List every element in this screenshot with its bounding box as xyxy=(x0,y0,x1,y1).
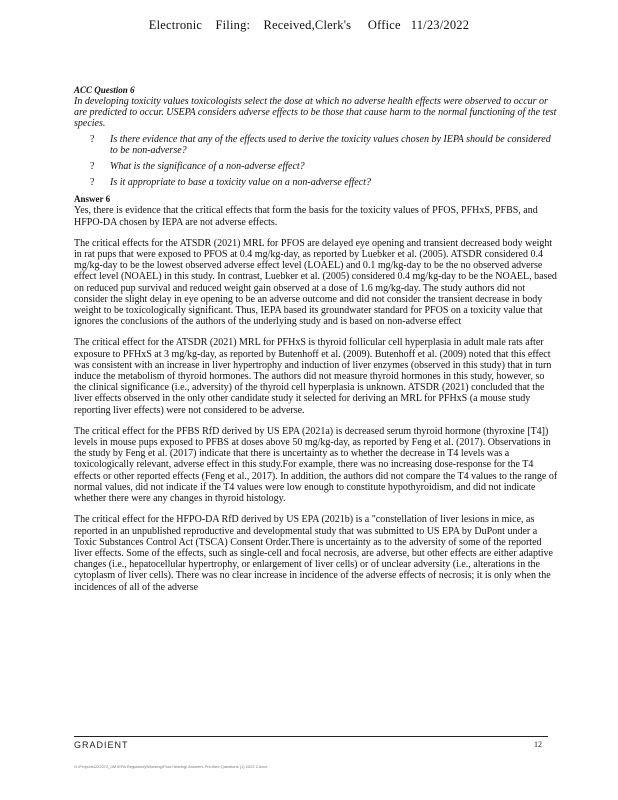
question-bullet xyxy=(74,177,558,188)
bullet-mark: ? xyxy=(90,177,95,189)
company-logo: GRADIENT xyxy=(74,740,129,750)
page-number: 12 xyxy=(534,740,542,749)
bullet-mark: ? xyxy=(90,161,95,173)
question-bullet-list xyxy=(74,134,558,189)
bullet-text: Is it appropriate to base a toxicity value on a non-adverse effect? xyxy=(110,177,371,189)
answer-label: Answer 6 xyxy=(74,194,111,205)
question-label: ACC Question 6 xyxy=(74,85,135,95)
file-path: G:\Projects\222072_3M IEPA Regulatory\Working\Post Hearing\ Answers Pre-filed Questions (1) 2022 2.docx xyxy=(74,764,268,769)
answer-paragraph: Yes, there is evidence that the critical effects that form the basis for the toxicity values of PFOS, PFHxS, PFBS, and HFPO-DA chosen by IEPA are not adverse effects. xyxy=(74,205,538,228)
answer-paragraph: The critical effect for the HFPO-DA RfD derived by US EPA (2021b) is a "constellation of liver lesions in mice, as reported in an unpublished reproductive and developmental study that was submitted to US EPA by DuPont under a Toxic Substances Control Act (TSCA) Consent Order.There is uncertainty as to the adversity of some of the reported liver effects. Some of the effects, such as single-cell and focal necrosis, are adverse, but other effects are either adaptive changes (i.e., hepatocellular hypertrophy, or enlargement of liver cells) or of unclear adversity (i.e., alterations in the cytoplasm of liver cells). There was no clear increase in incidence of the adverse effects of necrosis; it is only when the incidences of all of the adverse xyxy=(74,514,553,593)
document-body xyxy=(74,84,558,603)
bullet-mark: ? xyxy=(90,133,95,145)
question-bullet xyxy=(74,161,558,172)
bullet-text: Is there evidence that any of the effects used to derive the toxicity values chosen by IEPA should be considered to be non-adverse? xyxy=(110,133,551,156)
question-text: In developing toxicity values toxicologists select the dose at which no adverse health effects were observed to occur or are predicted to occur. USEPA considers adverse effects to be those that cause harm to the normal functioning of the test species. xyxy=(74,96,557,130)
answer-paragraph: The critical effect for the ATSDR (2021) MRL for PFHxS is thyroid follicular cell hyperplasia in adult male rats after exposure to PFHxS at 3 mg/kg-day, as reported by Butenhoff et al. (2009). Butenhoff et al. (2009) noted that this effect was consistent with an increase in liver hypertrophy and induction of liver enzymes (observed in this study) that in turn induce the metabolism of thyroid hormones. The authors did not measure thyroid hormones in this study, however, so the clinical significance (i.e., adversity) of the thyroid cell hyperplasia is unknown. ATSDR (2021) concluded that the liver effects observed in the only other candidate study it selected for deriving an MRL for PFHxS (a mouse study reporting liver effects) were not considered to be adverse. xyxy=(74,337,552,416)
answer-paragraph: The critical effects for the ATSDR (2021) MRL for PFOS are delayed eye opening and transient decreased body weight in rat pups that were exposed to PFOS at 0.4 mg/kg-day, as reported by Luebker et al. (2005). ATSDR considered 0.4 mg/kg-day to be the lowest observed adverse effect level (LOAEL) and 0.1 mg/kg-day to be the no observed adverse effect level (NOAEL) in this study. In contrast, Luebker et al. (2005) considered 0.4 mg/kg-day to be the NOAEL, based on reduced pup survival and reduced weight gain observed at a dose of 1.6 mg/kg-day. The study authors did not consider the slight delay in eye opening to be an adverse outcome and did not consider the transient decrease in body weight to be toxicologically significant. Thus, IEPA based its groundwater standard for PFOS on a toxicity value that ignores the conclusions of the authors of the underlying study and is based on non-adverse effect xyxy=(74,237,557,328)
bullet-text: What is the significance of a non-adverse effect? xyxy=(110,161,305,173)
question-bullet xyxy=(74,134,558,156)
filing-header: Electronic Filing: Received,Clerk's Office 11/23/2022 xyxy=(148,18,470,32)
answer-paragraph: The critical effect for the PFBS RfD derived by US EPA (2021a) is decreased serum thyroid hormone (thyroxine [T4]) levels in mouse pups exposed to PFBS at doses above 50 mg/kg-day, as reported by Feng et al. (2017). Observations in the study by Feng et al. (2017) indicate that there is uncertainty as to whether the decrease in T4 levels was a toxicologically relevant, adverse effect in this study.For example, there was no increasing dose-response for the T4 effects or other reported effects (Feng et al., 2017). In addition, the authors did not compare the T4 values to the range of normal values, did not indicate if the T4 values were low enough to constitute hypothyroidism, and did not indicate whether there were any changes in thyroid histology. xyxy=(74,425,558,505)
footer-divider xyxy=(74,736,548,737)
